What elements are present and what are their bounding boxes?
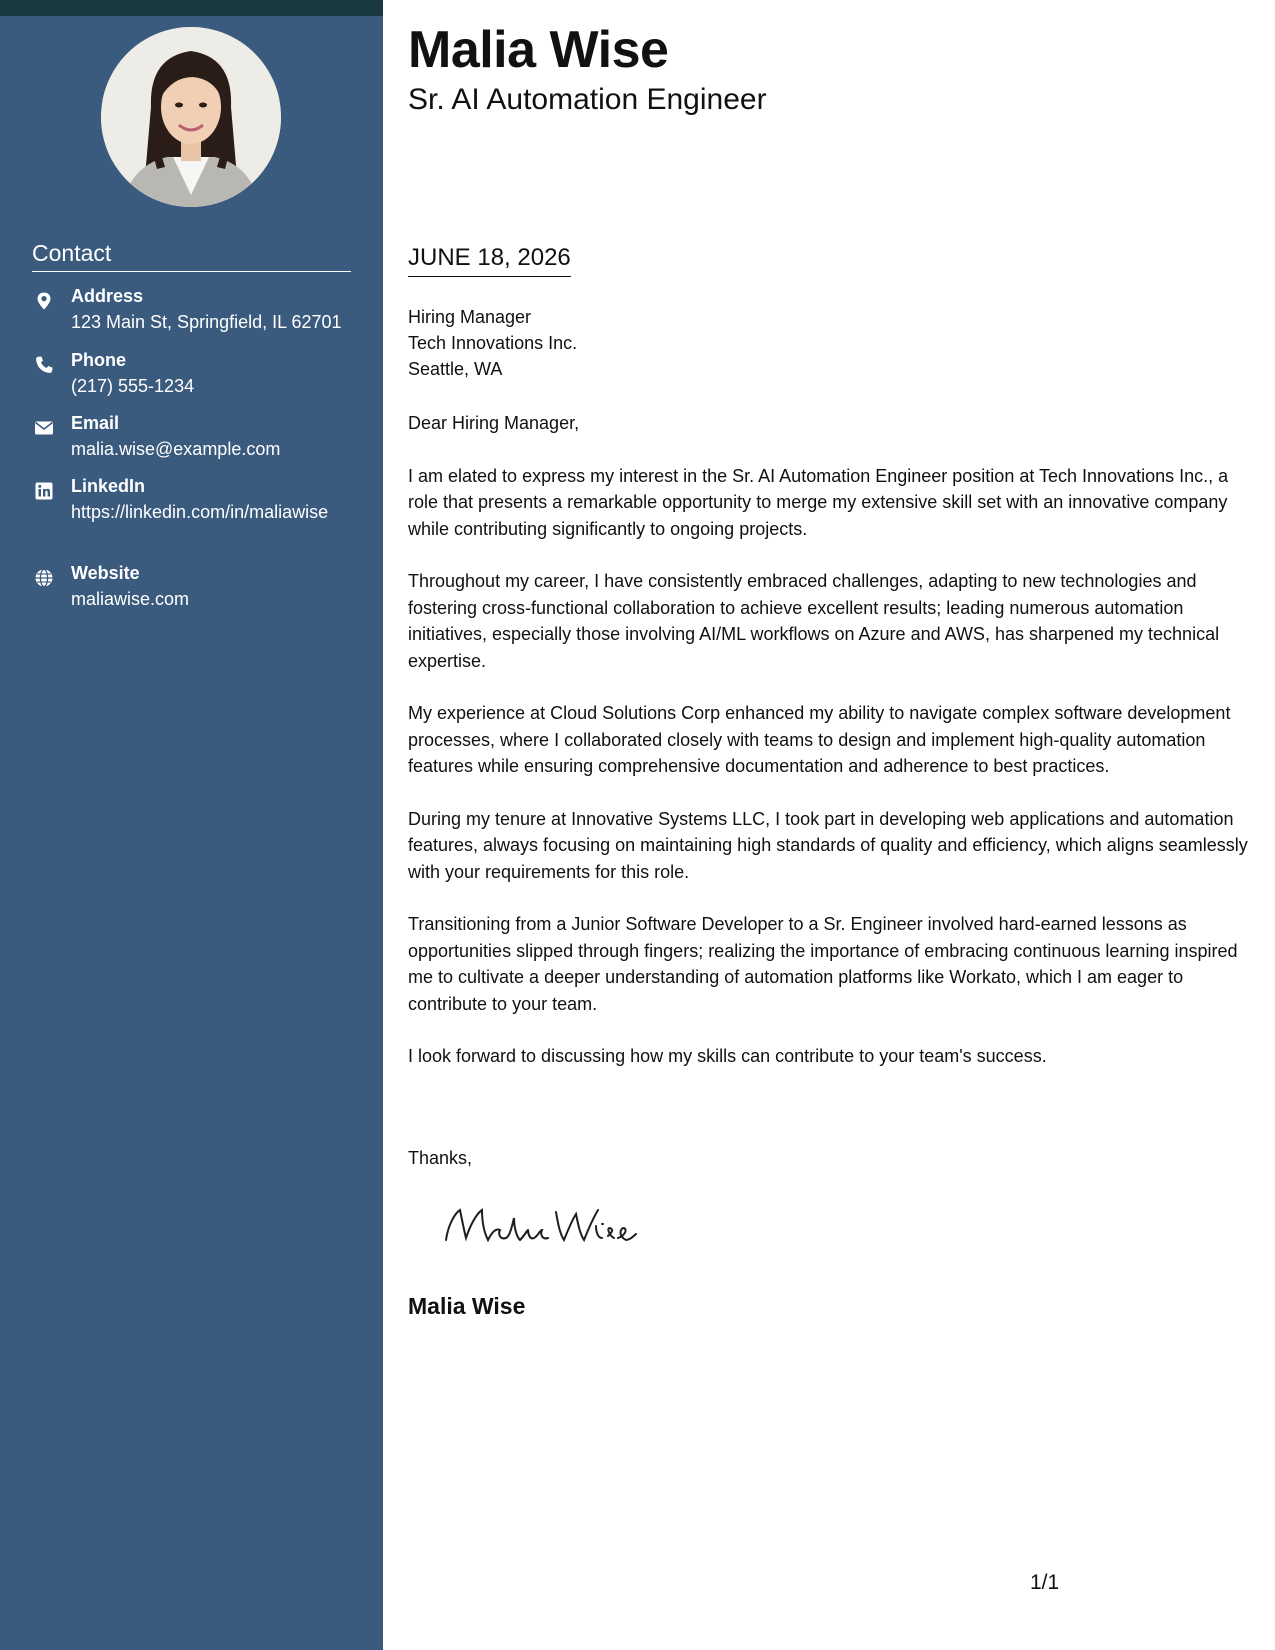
- body-paragraph: Throughout my career, I have consistently embraced challenges, adapting to new technologies and fostering cross-functional collaboration to achieve excellent results; leading numerous automation initiatives, especially those involving AI/ML workflows on Azure and AWS, has sharpened my technical expertise.: [408, 571, 1220, 671]
- letter-date: JUNE 18, 2026: [408, 244, 571, 277]
- closing: Thanks,: [408, 1148, 473, 1168]
- contact-value: (217) 555-1234: [71, 376, 195, 396]
- handwritten-signature: [438, 1196, 638, 1261]
- contact-email: [32, 413, 362, 463]
- envelope-icon: [34, 418, 54, 438]
- contact-value[interactable]: https://linkedin.com/in/maliawise: [71, 502, 329, 522]
- signed-name: Malia Wise: [408, 1293, 526, 1319]
- recipient-line: Seattle, WA: [408, 359, 503, 379]
- phone-icon: [34, 355, 54, 375]
- recipient-block: [408, 304, 577, 382]
- sidebar: [0, 0, 383, 1650]
- page-number: 1/1: [1030, 1571, 1060, 1594]
- map-pin-icon: [34, 291, 54, 311]
- applicant-name: Malia Wise: [408, 21, 669, 79]
- sidebar-top-bar: [0, 0, 383, 16]
- body-paragraph: My experience at Cloud Solutions Corp enhanced my ability to navigate complex software development processes, where I collaborated closely with teams to design and implement high-quality automation features while ensuring comprehensive documentation and adherence to best practices.: [408, 703, 1231, 776]
- contact-address: [32, 286, 362, 336]
- contact-linkedin: [32, 476, 362, 551]
- contact-label: Phone: [71, 350, 127, 370]
- contact-label: Email: [71, 413, 120, 433]
- recipient-line: Tech Innovations Inc.: [408, 333, 578, 353]
- contact-label: Website: [71, 563, 140, 583]
- body-paragraph: I am elated to express my interest in the Sr. AI Automation Engineer position at Tech Innovations Inc., a role that presents a remarkable opportunity to merge my extensive skill set with an innovative company while contributing significantly to ongoing projects.: [408, 465, 1229, 539]
- salutation: Dear Hiring Manager,: [408, 413, 580, 433]
- applicant-title: Sr. AI Automation Engineer: [408, 83, 767, 116]
- contact-heading: Contact: [32, 240, 351, 272]
- contact-label: LinkedIn: [71, 476, 146, 496]
- recipient-line: Hiring Manager: [408, 307, 532, 327]
- body-paragraph: Transitioning from a Junior Software Developer to a Sr. Engineer involved hard-earned lessons as opportunities slipped through fingers; realizing the importance of embracing continuous learning inspired me to cultivate a deeper understanding of automation platforms like Workato, which I am eager to contribute to your team.: [408, 914, 1238, 1014]
- body-paragraph: I look forward to discussing how my skills can contribute to your team's success.: [408, 1046, 1047, 1066]
- contact-value: malia.wise@example.com: [71, 439, 281, 459]
- contact-website: [32, 563, 362, 613]
- contact-value[interactable]: maliawise.com: [71, 589, 190, 609]
- letter-body: [408, 410, 1253, 1096]
- globe-icon: [34, 568, 54, 588]
- contact-phone: [32, 350, 362, 400]
- body-paragraph: During my tenure at Innovative Systems LLC, I took part in developing web applications and automation features, always focusing on maintaining high standards of quality and efficiency, which aligns seamlessly with your requirements for this role.: [408, 808, 1248, 882]
- avatar: [101, 27, 281, 207]
- linkedin-icon: [34, 481, 54, 501]
- contact-value: 123 Main St, Springfield, IL 62701: [71, 312, 342, 332]
- contact-label: Address: [71, 286, 144, 306]
